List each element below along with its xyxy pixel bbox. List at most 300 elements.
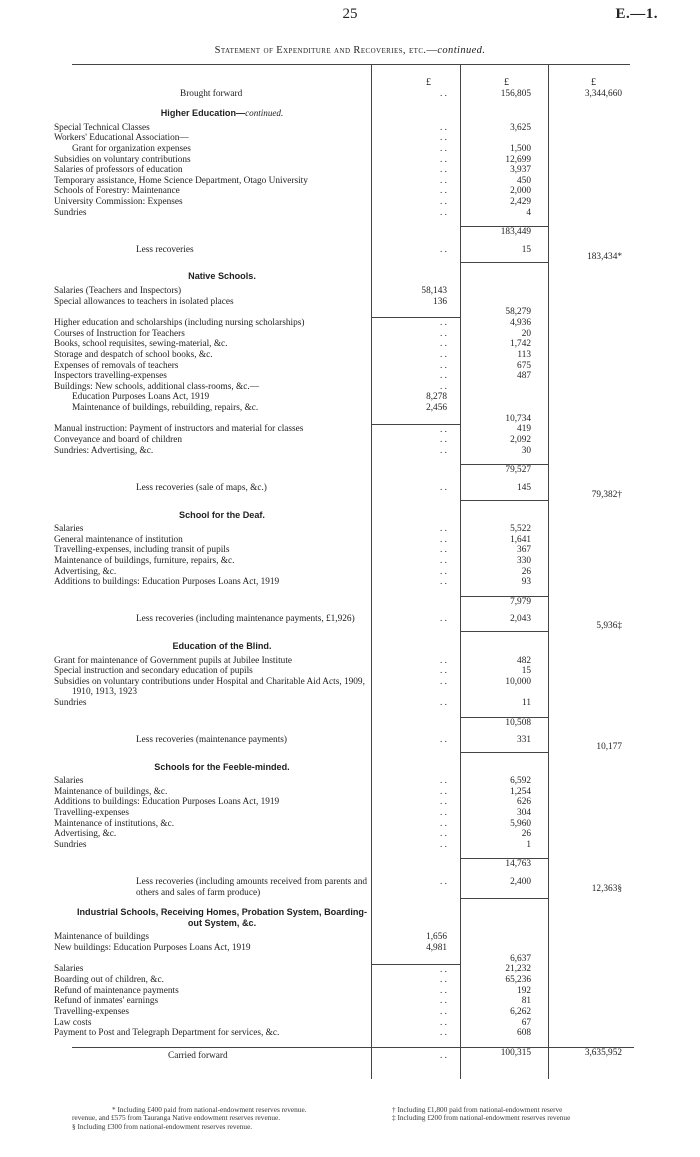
currency-symbol: £ [426,77,431,88]
leader-dots: . . [440,339,447,350]
empty-cell [549,307,634,318]
table-row [72,123,634,134]
table-row [72,545,634,556]
subtotal: 183,449 [461,227,549,238]
amount-col2: 20 [521,328,531,339]
amount-col2: 3,937 [510,165,531,176]
page-title [0,45,700,56]
expenditure-table [54,77,634,1061]
section-heading [72,99,372,123]
brought-forward-amount: 156,805 [500,88,531,99]
item-description: Travelling-expenses [54,1007,130,1018]
amount-col2: 1,254 [510,786,531,797]
table-row [72,361,634,372]
empty-cell [549,392,634,403]
empty-cell [461,709,549,718]
section-heading-text: Education of the Blind. [172,640,272,651]
empty-cell [549,186,634,197]
amount-col2: 67 [521,1017,531,1028]
empty-cell [549,176,634,187]
table-row [72,577,634,588]
leader-dots: . . [440,133,447,144]
leader-dots: . . [440,381,447,392]
empty-cell [549,382,634,393]
amount-col1: 2,456 [426,402,447,413]
empty-cell [72,227,372,238]
empty-cell [549,567,634,578]
leader-dots: . . [440,165,447,176]
table-row [72,446,634,457]
item-description: Additions to buildings: Education Purposes Loans Act, 1919 [54,797,280,808]
empty-cell [549,218,634,227]
table-row [72,176,634,187]
table-row [72,1007,634,1018]
empty-cell [549,361,634,372]
empty-cell [461,218,549,227]
empty-cell [549,501,634,525]
item-description: New buildings: Education Purposes Loans Act, 1919 [54,943,251,953]
empty-cell [549,850,634,859]
empty-cell [72,850,372,859]
amount-col2 [461,133,549,144]
carried-forward-amount: 100,315 [461,1047,549,1061]
table-row [72,656,634,667]
empty-cell [549,227,634,238]
section-heading [72,501,372,525]
item-description: Storage and despatch of school books, &c. [54,349,213,360]
item-description: General maintenance of institution [54,534,183,545]
item-description: Manual instruction: Payment of instructors and material for classes [54,424,304,435]
item-description: Maintenance of buildings, &c. [54,786,168,797]
leader-dots: . . [440,186,447,197]
empty-cell [461,932,549,943]
empty-cell [372,753,461,777]
item-description: Subsidies on voluntary contributions [54,154,191,165]
empty-cell [461,1039,549,1048]
item-description: Salaries [54,524,84,535]
less-recoveries-row [72,870,634,898]
empty-cell [549,123,634,134]
item-description: Salaries [54,964,84,975]
empty-cell [372,501,461,525]
net-total: 5,936‡ [596,621,622,632]
table-row [72,986,634,997]
leader-dots: . . [440,435,447,446]
table-row [72,392,634,403]
item-description: Law costs [54,1017,92,1028]
amount-col1: 8,278 [426,392,447,403]
section-heading-text: School for the Deaf. [179,509,265,520]
table-row [72,819,634,830]
empty-cell [372,262,461,286]
amount-col2: 482 [517,655,531,666]
empty-cell [461,403,549,414]
empty-cell [72,465,372,476]
table-row [72,808,634,819]
empty-cell [549,1039,634,1048]
item-description: Inspectors travelling-expenses [54,371,167,382]
table-row [72,677,634,698]
group-sum: 6,637 [510,953,531,964]
empty-cell [549,632,634,656]
subtotal-row [72,465,634,476]
leader-dots: . . [440,676,447,687]
table-row [72,155,634,166]
table-row [72,1018,634,1029]
item-description: Special Technical Classes [54,122,150,133]
amount-col2: 367 [517,545,531,556]
carried-forward-label: Carried forward [72,1047,372,1061]
empty-cell [549,776,634,787]
empty-cell [72,456,372,465]
table-body [54,77,634,1061]
empty-cell [72,717,372,728]
empty-cell [549,666,634,677]
amount-col2: 330 [517,555,531,566]
item-description: Payment to Post and Telegraph Department for services, &c. [54,1028,280,1039]
amount-col2: 12,699 [505,154,531,165]
empty-cell [461,297,549,308]
empty-cell [549,808,634,819]
amount-col2: 4 [526,207,531,218]
item-description: Education Purposes Loans Act, 1919 [72,392,210,403]
amount-col2: 304 [517,808,531,819]
amount-col2: 626 [517,797,531,808]
table-row [72,524,634,535]
amount-col2: 4,936 [510,317,531,328]
amount-col2: 30 [521,445,531,456]
empty-cell [549,165,634,176]
empty-cell [372,859,461,870]
empty-cell [549,424,634,435]
net-total: 183,434* [587,251,622,262]
item-description: Buildings: New schools, additional class-rooms, &c.— [54,381,260,392]
table-row [72,1028,634,1039]
empty-cell [549,99,634,123]
empty-cell [372,850,461,859]
footnotes-right [392,1106,692,1123]
amount-col2: 11 [522,697,531,708]
less-recoveries-label: Less recoveries (including amounts received from parents and others and sales of farm produce) [136,877,368,898]
amount-col2: 608 [517,1028,531,1039]
table-row [72,943,634,954]
leader-dots: . . [440,244,447,255]
leader-dots: . . [440,1017,447,1028]
table-row [72,932,634,943]
section-heading [72,753,372,777]
table-row [72,698,634,709]
leader-dots: . . [440,318,447,329]
empty-cell [72,709,372,718]
table-row [72,286,634,297]
table-row [72,435,634,446]
group-sum: 58,279 [505,307,531,318]
table-row [72,556,634,567]
footnote: revenue, and £575 from Tauranga Native endowment reserves revenue. [72,1113,281,1123]
table-row [72,964,634,975]
leader-dots: . . [440,839,447,850]
item-description: Special allowances to teachers in isolated places [54,296,234,307]
less-recoveries-row [72,607,634,632]
leader-dots: . . [440,996,447,1007]
table-row [72,776,634,787]
subtotal: 79,527 [461,465,549,476]
table-row [72,197,634,208]
item-description: Grant for maintenance of Government pupils at Jubilee Institute [54,655,293,666]
empty-cell [549,524,634,535]
empty-cell [549,717,634,728]
leader-dots: . . [440,524,447,535]
item-description: Travelling-expenses [54,808,130,819]
empty-cell [549,656,634,667]
table-row [72,165,634,176]
leader-dots: . . [440,143,447,154]
net-total: 79,382† [591,490,622,500]
leader-dots: . . [440,808,447,819]
group-sum-row [72,414,634,425]
leader-dots: . . [440,371,447,382]
empty-cell [549,339,634,350]
empty-cell [72,859,372,870]
page-number: 25 [342,6,358,22]
empty-cell [372,465,461,476]
amount-col2: 192 [517,985,531,996]
less-recoveries-amount: 2,043 [461,607,549,632]
empty-cell [372,954,461,965]
empty-cell [549,677,634,698]
item-description: Advertising, &c. [54,829,117,840]
empty-cell [549,1028,634,1039]
leader-dots: . . [440,985,447,996]
section-heading [72,898,372,932]
leader-dots: . . [440,666,447,677]
spacer-row [72,850,634,859]
empty-cell [549,371,634,382]
subtotal-row [72,859,634,870]
amount-col2: 5,960 [510,818,531,829]
empty-cell [549,588,634,597]
empty-cell [372,588,461,597]
item-description: Subsidies on voluntary contributions under Hospital and Charitable Aid Acts, 1909, 1910, 1913, 1923 [54,676,365,698]
empty-cell [549,975,634,986]
leader-dots: . . [440,655,447,666]
amount-col2: 1,742 [510,339,531,350]
item-description: Maintenance of buildings, rebuilding, repairs, &c. [72,402,259,413]
table-row [72,339,634,350]
item-description: Sundries [54,207,87,218]
item-description: Salaries (Teachers and Inspectors) [54,285,182,296]
item-description: Maintenance of buildings, furniture, repairs, &c. [54,555,235,566]
table-row [72,666,634,677]
empty-cell [549,964,634,975]
amount-col1: 1,656 [426,932,447,943]
item-description: Grant for organization expenses [72,143,191,154]
item-description: Salaries of professors of education [54,165,183,176]
table-row [72,975,634,986]
empty-cell [461,392,549,403]
spacer-row [72,218,634,227]
item-description: Expenses of removals of teachers [54,360,179,371]
leader-dots: . . [440,207,447,218]
empty-cell [549,932,634,943]
leader-dots: . . [440,360,447,371]
table-row [72,144,634,155]
amount-col2: 93 [521,577,531,588]
spacer-row [72,588,634,597]
section-heading [72,632,372,656]
amount-col2: 26 [521,566,531,577]
empty-cell [549,1018,634,1029]
empty-cell [372,307,461,318]
empty-cell [72,1039,372,1048]
empty-cell [549,197,634,208]
leader-dots: . . [440,483,447,493]
empty-cell [549,753,634,777]
table-row [72,567,634,578]
amount-col2: 1,641 [510,534,531,545]
empty-cell [549,819,634,830]
empty-cell [549,329,634,340]
carried-forward-total: 3,635,952 [549,1047,634,1061]
amount-col2: 2,000 [510,186,531,197]
empty-cell [549,155,634,166]
leader-dots: . . [440,122,447,133]
leader-dots: . . [440,328,447,339]
empty-cell [461,632,549,656]
item-description: Travelling-expenses, including transit of pupils [54,545,230,556]
amount-col2 [461,382,549,393]
empty-cell [372,1039,461,1048]
footnote: * Including £400 paid from national-endowment reserves revenue. [112,1105,307,1114]
leader-dots: . . [440,424,447,435]
section-heading-row [72,898,634,932]
table-row [72,208,634,219]
empty-cell [549,456,634,465]
table-row [72,424,634,435]
leader-dots: . . [440,445,447,456]
table-row [72,535,634,546]
table-row [72,318,634,329]
currency-symbol: £ [504,77,509,88]
item-description: Schools of Forestry: Maintenance [54,186,180,197]
empty-cell [549,787,634,798]
amount-col2: 419 [517,424,531,435]
less-recoveries-row [72,238,634,263]
empty-cell [372,99,461,123]
section-heading-text: Native Schools. [188,271,256,282]
empty-cell [549,840,634,851]
empty-cell [461,943,549,954]
amount-col2: 113 [517,349,531,360]
less-recoveries-row [72,728,634,753]
empty-cell [549,545,634,556]
leader-dots: . . [440,786,447,797]
empty-cell [372,709,461,718]
empty-cell [549,829,634,840]
section-heading-row [72,99,634,123]
subtotal: 10,508 [461,717,549,728]
currency-symbol: £ [591,77,596,88]
empty-cell [549,943,634,954]
group-sum-row [72,307,634,318]
section-heading-text: Higher Education— [160,108,246,119]
less-recoveries-label: Less recoveries (maintenance payments) [136,735,288,746]
less-recoveries-label: Less recoveries (sale of maps, &c.) [136,483,267,493]
title-rule [72,64,630,65]
subtotal-row [72,596,634,607]
empty-cell [549,859,634,870]
item-description: Workers' Educational Association— [54,133,189,144]
table-row [72,829,634,840]
empty-cell [372,898,461,932]
leader-dots: . . [440,545,447,556]
amount-col2: 487 [517,371,531,382]
table-row [72,787,634,798]
group-sum-row [72,954,634,965]
item-description: Maintenance of buildings [54,932,150,943]
table-row [72,840,634,851]
group-sum: 10,734 [505,413,531,424]
amount-col2: 81 [521,996,531,1007]
subtotal-row [72,227,634,238]
carried-forward-row [72,1047,634,1061]
empty-cell [72,596,372,607]
empty-cell [549,465,634,476]
empty-cell [461,898,549,932]
empty-cell [72,78,372,89]
table-row [72,403,634,414]
item-description: Higher education and scholarships (including nursing scholarships) [54,317,305,328]
leader-dots: . . [440,829,447,840]
empty-cell [461,99,549,123]
item-description: Advertising, &c. [54,566,117,577]
table-row [72,382,634,393]
item-description: Sundries [54,839,87,850]
section-heading-text: Industrial Schools, Receiving Homes, Probation System, Boarding-out System, &c. [76,907,368,928]
empty-cell [549,403,634,414]
table-row [72,371,634,382]
empty-cell [549,556,634,567]
net-total: 12,363§ [591,884,622,895]
leader-dots: . . [440,797,447,808]
section-heading-continued: continued. [245,108,284,119]
leader-dots: . . [440,175,447,186]
item-description: Additions to buildings: Education Purposes Loans Act, 1919 [54,577,280,588]
amount-col2: 675 [517,360,531,371]
item-description: Courses of Instruction for Teachers [54,328,185,339]
empty-cell [372,632,461,656]
amount-col2: 26 [521,829,531,840]
empty-cell [72,414,372,425]
leader-dots: . . [440,1007,447,1018]
item-description: Sundries [54,697,87,708]
leader-dots: . . [440,555,447,566]
item-description: Refund of inmates' earnings [54,996,159,1007]
spacer-row [72,1039,634,1048]
leader-dots: . . [440,349,447,360]
empty-cell [549,898,634,932]
amount-col1: 136 [433,296,447,307]
table-row [72,133,634,144]
item-description: Salaries [54,776,84,787]
empty-cell [549,698,634,709]
amount-col2: 65,236 [505,975,531,986]
item-description: Sundries: Advertising, &c. [54,445,154,456]
item-description: Conveyance and board of children [54,435,183,446]
empty-cell [549,709,634,718]
empty-cell [549,996,634,1007]
empty-cell [372,596,461,607]
